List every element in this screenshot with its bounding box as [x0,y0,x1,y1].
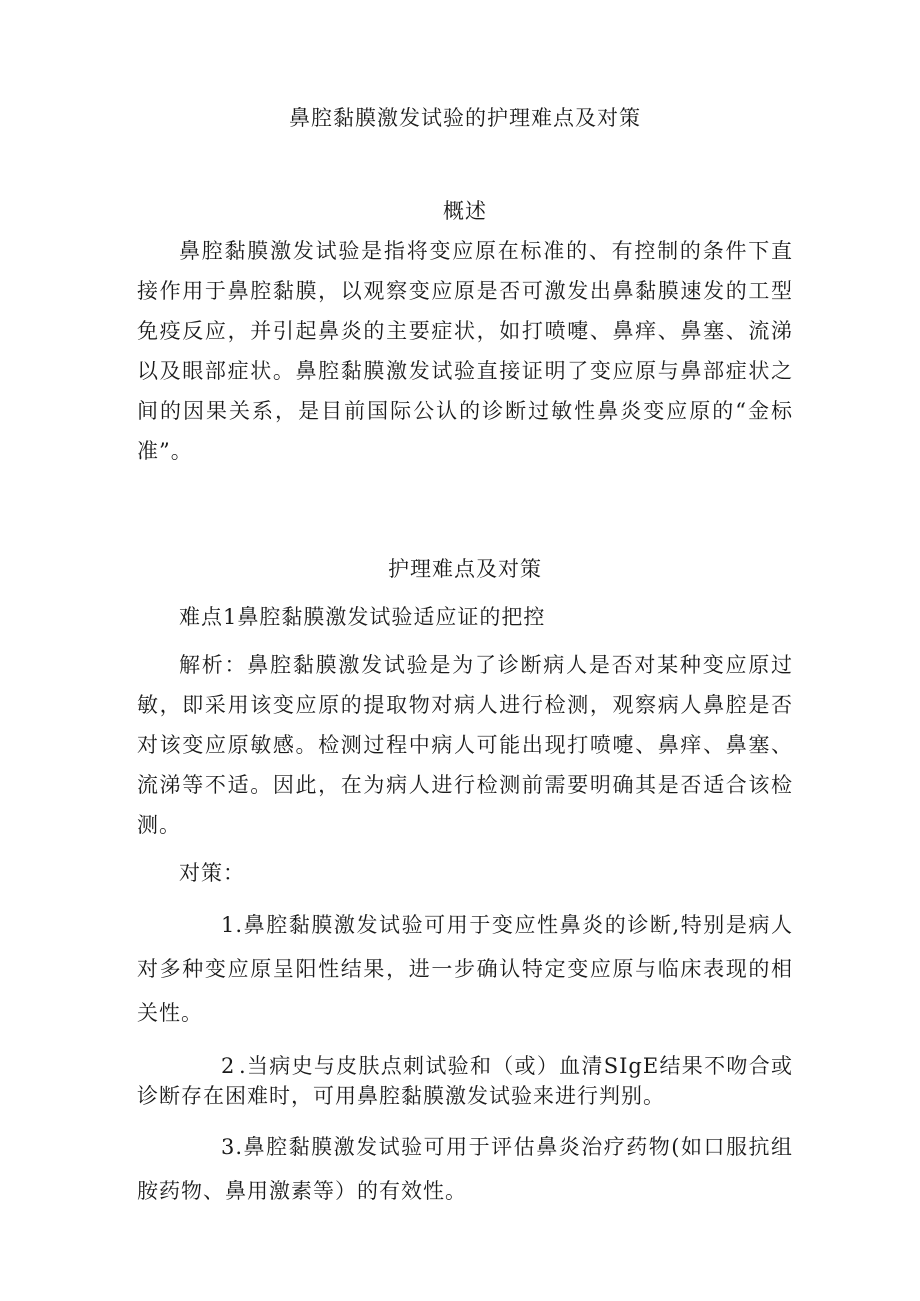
document-body [137,98,793,1213]
item-number: 3 [221,1135,236,1159]
section-heading-nursing: 护理难点及对策 [388,557,542,581]
item-text: .鼻腔黏膜激发试验可用于评估鼻炎治疗药物(如口服抗组胺药物、鼻用激素等）的有效性。 [137,1135,793,1203]
document-title: 鼻腔黏膜激发试验的护理难点及对策 [289,106,641,130]
analysis-paragraph: 解析：鼻腔黏膜激发试验是为了诊断病人是否对某种变应原过敏，即采用该变应原的提取物对病人进行检测，观察病人鼻腔是否对该变应原敏感。检测过程中病人可能出现打喷嚏、鼻痒、鼻塞、流涕等不适。因此，在为病人进行检测前需要明确其是否适合该检测。 [137,653,793,837]
difficulty-1-heading: 难点1鼻腔黏膜激发试验适应证的把控 [179,605,546,629]
overview-paragraph: 鼻腔黏膜激发试验是指将变应原在标准的、有控制的条件下直接作用于鼻腔黏膜，以观察变应原是否可激发出鼻黏膜速发的工型免疫反应，并引起鼻炎的主要症状，如打喷嚏、鼻痒、鼻塞、流涕以及眼部症状。鼻腔黏膜激发试验直接证明了变应原与鼻部症状之间的因果关系，是目前国际公认的诊断过敏性鼻炎变应原的“金标准”。 [137,239,793,463]
item-number: 1 [221,913,236,937]
countermeasure-item [137,1125,793,1213]
item-text: .鼻腔黏膜激发试验可用于变应性鼻炎的诊断,特别是病人对多种变应原呈阳性结果，进一步确认特定变应原与临床表现的相关性。 [137,913,793,1025]
countermeasure-item [137,903,793,1035]
item-text: .当病史与皮肤点刺试验和（或）血清SIgE结果不吻合或诊断存在困难时，可用鼻腔黏膜激发试验来进行判别。 [137,1054,793,1108]
section-heading-overview: 概述 [443,199,487,223]
countermeasure-label: 对策： [179,861,245,885]
item-number: 2 [221,1054,236,1078]
countermeasure-item [137,1051,793,1111]
